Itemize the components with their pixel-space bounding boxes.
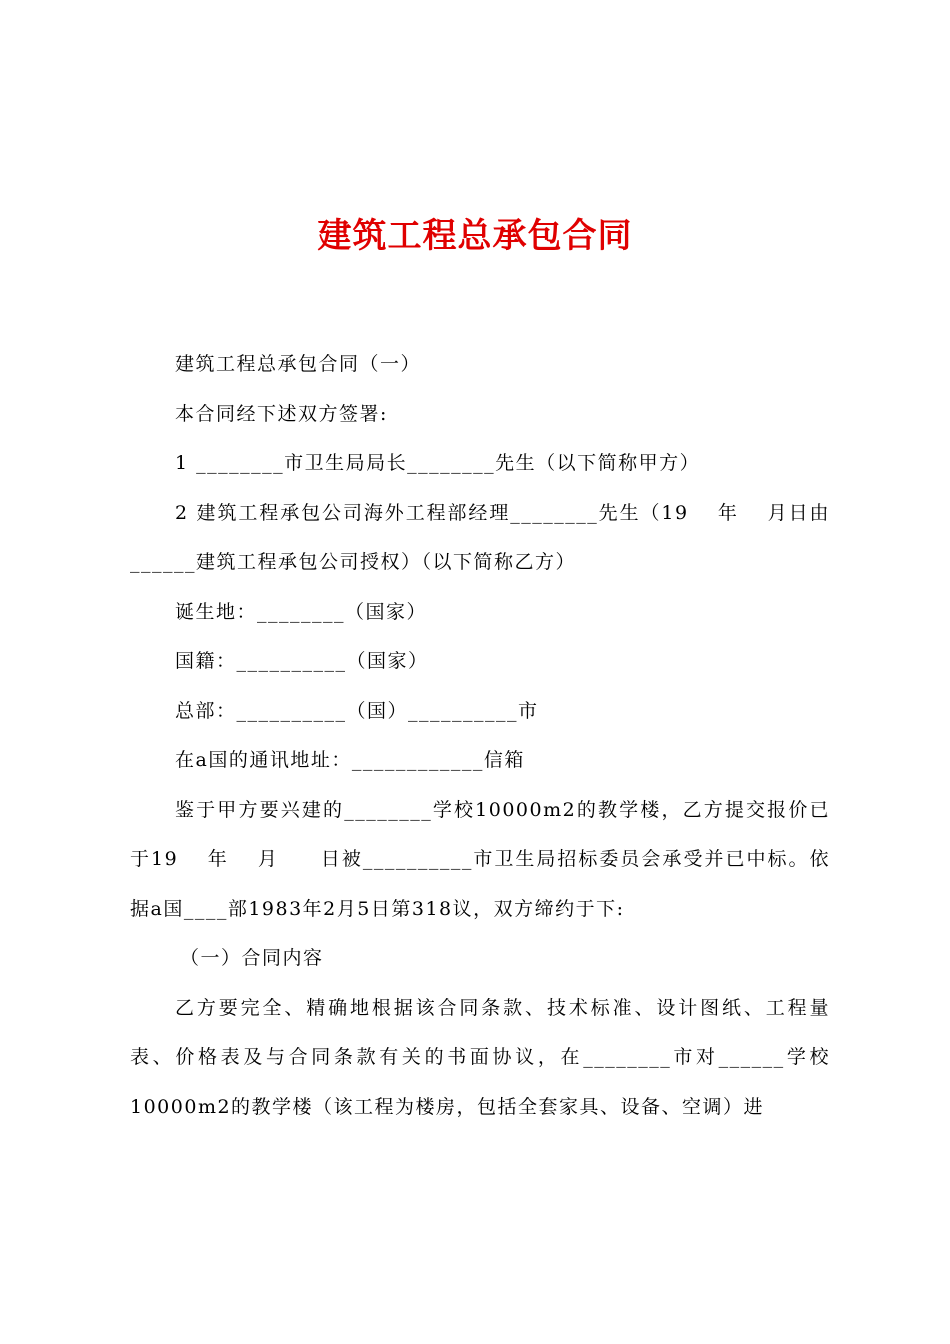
paragraph-contract-content: 乙方要完全、精确地根据该合同条款、技术标准、设计图纸、工程量表、价格表及与合同条款有关的书面协议，在________市对______学校10000m2的教学楼（该工程为楼房，包括全套家具、设备、空调）进	[130, 996, 830, 1118]
paragraph-headquarters: 总部：__________（国）__________市	[175, 699, 539, 722]
paragraph-preamble: 鉴于甲方要兴建的________学校10000m2的教学楼，乙方提交报价已于19 年 月 日被__________市卫生局招标委员会承受并已中标。依据a国____部1983年2月5日第318议，双方缔约于下:	[130, 798, 830, 920]
paragraph-signing-intro: 本合同经下述双方签署:	[175, 402, 388, 425]
paragraph-party-b: 2 建筑工程承包公司海外工程部经理________先生（19 年 月日由______建筑工程承包公司授权）（以下简称乙方）	[130, 501, 830, 573]
paragraph-birthplace: 诞生地：________（国家）	[175, 600, 428, 623]
paragraph-party-a: 1 ________市卫生局局长________先生（以下简称甲方）	[175, 452, 701, 474]
paragraph-nationality: 国籍：__________（国家）	[175, 650, 429, 672]
paragraph-subtitle: 建筑工程总承包合同（一）	[175, 353, 422, 375]
section-heading-contract-content: （一）合同内容	[180, 947, 324, 969]
paragraph-address: 在a国的通讯地址：____________信箱	[175, 749, 525, 771]
document-body	[130, 340, 830, 1132]
document-title: 建筑工程总承包合同	[317, 216, 633, 256]
